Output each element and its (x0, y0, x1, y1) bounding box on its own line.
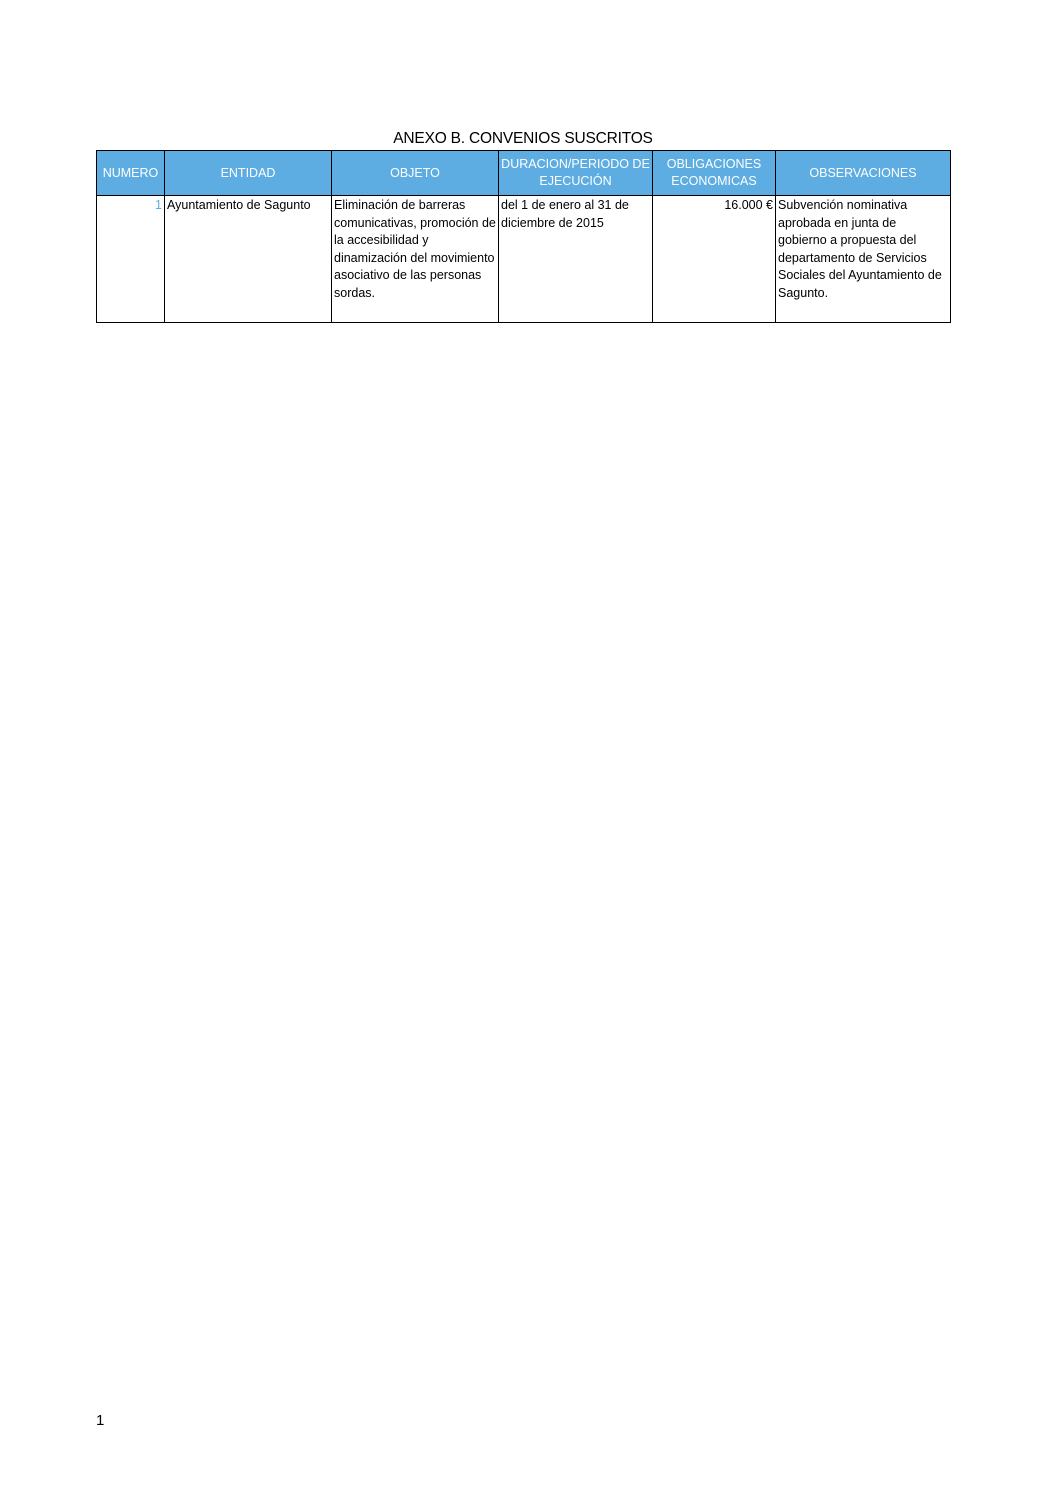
header-obligaciones: OBLIGACIONES ECONOMICAS (653, 151, 776, 196)
header-objeto: OBJETO (332, 151, 499, 196)
agreements-table (96, 150, 951, 323)
cell-numero: 1 (97, 196, 165, 323)
table-header-row (97, 151, 951, 196)
cell-obligaciones: 16.000 € (653, 196, 776, 323)
cell-duracion: del 1 de enero al 31 de diciembre de 2015 (499, 196, 653, 323)
cell-objeto: Eliminación de barreras comunicativas, promoción de la accesibilidad y dinamización del movimiento asociativo de las personas sordas. (332, 196, 499, 323)
page-number: 1 (96, 1412, 105, 1429)
header-observaciones: OBSERVACIONES (776, 151, 951, 196)
header-entidad: ENTIDAD (165, 151, 332, 196)
header-duracion: DURACION/PERIODO DE EJECUCIÓN (499, 151, 653, 196)
cell-entidad: Ayuntamiento de Sagunto (165, 196, 332, 323)
header-numero: NUMERO (97, 151, 165, 196)
cell-observaciones: Subvención nominativa aprobada en junta de gobierno a propuesta del departamento de Servicios Sociales del Ayuntamiento de Sagunto. (776, 196, 951, 323)
document-title: ANEXO B. CONVENIOS SUSCRITOS (393, 130, 653, 147)
table-row (97, 196, 951, 323)
